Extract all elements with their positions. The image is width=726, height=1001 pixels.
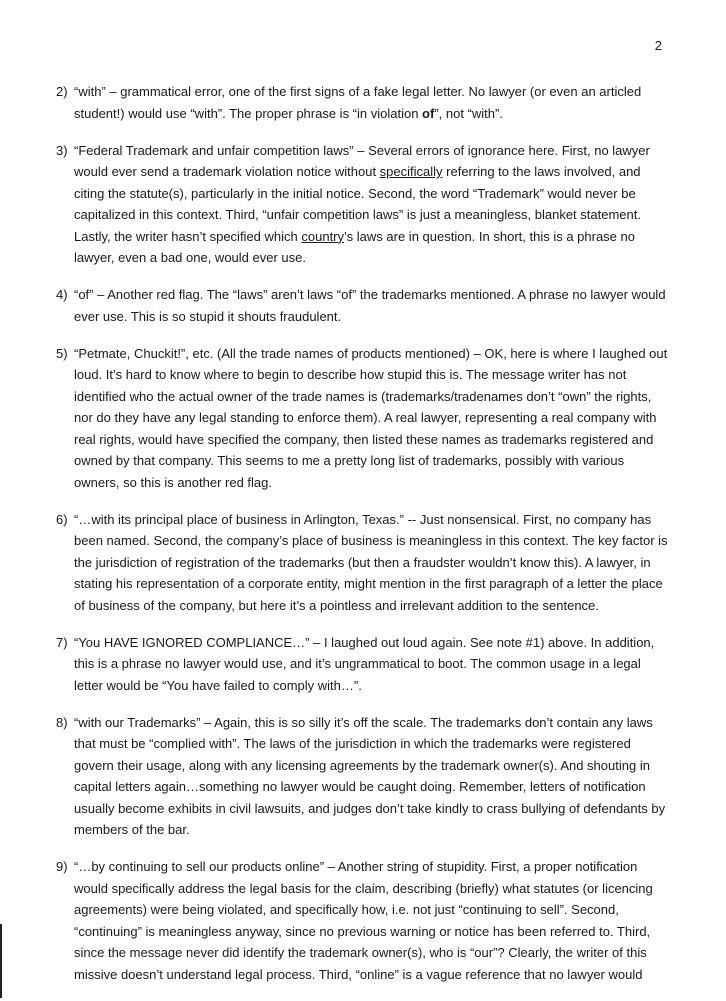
note-text [74, 712, 670, 841]
note-number: 9) [56, 859, 68, 874]
note-text [74, 140, 670, 269]
underlined-text: specifically [379, 164, 443, 179]
text-segment: “…by continuing to sell our products online” – Another string of stupidity. First, a proper notification would specifically address the legal basis for the claim, describing (briefly) what statutes (or licencing agreements) were being violated, and specifically how, i.e. not just “continuing to sell”. Second, “continuing” is meaningless anyway, since no previous warning or notice has been referred to. Third, since the message never did identify the trademark owner(s), who is “our”? Clearly, the writer of this missive doesn’t understand legal process. Third, “online” is a vague reference that no lawyer would [74, 859, 653, 982]
bold-text: of [422, 105, 435, 121]
note-number: 7) [56, 634, 68, 650]
notes-list [56, 81, 670, 1001]
text-segment: “with” – grammatical error, one of the first signs of a fake legal letter. No lawyer (or even an articled student!) would use “with”. The proper phrase is “in violation [74, 84, 642, 121]
text-segment: referring to the laws involved, and citing the statute(s), particularly in the initial notice. Second, the word “Trademark” would never be capitalized in this context. Third, “unfair competition laws” is just a meaningless, blanket statement. Lastly, the writer hasn’t specified which [74, 164, 641, 244]
note-item [56, 509, 670, 617]
note-text [74, 856, 670, 985]
note-number: 5) [56, 345, 68, 361]
note-number: 2) [56, 84, 68, 99]
text-segment: “Federal Trademark and unfair competition laws” – Several errors of ignorance here. First, no lawyer would ever send a trademark violation notice without [74, 142, 650, 179]
note-item [56, 81, 670, 124]
text-segment: “with our Trademarks” – Again, this is so silly it’s off the scale. The trademarks don’t contain any laws that must be “complied with”. The laws of the jurisdiction in which the trademarks were registered govern their usage, along with any licensing agreements by the trademark owner(s). And shouting in capital letters again…something no lawyer would be caught doing. Remember, letters of notification usually become exhibits in civil lawsuits, and judges don’t take kindly to crass bullying of defendants by members of the bar. [74, 714, 666, 837]
note-text [74, 284, 670, 327]
text-segment: “of” – Another red flag. The “laws” aren’t laws “of” the trademarks mentioned. A phrase no lawyer would ever use. This is so stupid it shouts fraudulent. [74, 287, 666, 324]
note-item [56, 632, 670, 697]
note-item [56, 284, 670, 327]
note-number: 6) [56, 511, 68, 527]
note-item [56, 712, 670, 841]
note-text [74, 343, 670, 494]
note-text [74, 632, 670, 697]
note-item [56, 856, 670, 985]
note-item [56, 140, 670, 269]
text-segment: “…with its principal place of business in Arlington, Texas.” -- Just nonsensical. First, no company has been named. Second, the company’s place of business is meaningless in this context. The key factor is the jurisdiction of registration of the trademarks (but then a fraudster wouldn’t know this). A lawyer, in stating his representation of a corporate entity, might mention in the first paragraph of a letter the place of business of the company, but here it’s a pointless and irrelevant addition to the sentence. [74, 511, 668, 613]
note-text [74, 509, 670, 617]
page-number: 2 [654, 38, 662, 53]
note-number: 8) [56, 714, 68, 730]
note-number: 4) [56, 287, 68, 302]
text-segment: “Petmate, Chuckit!”, etc. (All the trade names of products mentioned) – OK, here is where I laughed out loud. It’s hard to know where to begin to describe how stupid this is. The message writer has not identified who the actual owner of the trade names is (trademarks/tradenames don’t “own” the rights, nor do they have any legal standing to enforce them). A real lawyer, representing a real company with real rights, would have specified the company, then listed these names as trademarks registered and owned by that company. This seems to me a pretty long list of trademarks, possibly with various owners, so this is another red flag. [74, 345, 668, 490]
note-item [56, 343, 670, 494]
text-segment: ’s laws are in question. In short, this is a phrase no lawyer, even a bad one, would ever use. [74, 228, 635, 265]
text-segment: “You HAVE IGNORED COMPLIANCE…” – I laughed out loud again. See note #1) above. In addition, this is a phrase no lawyer would use, and it’s ungrammatical to boot. The common usage in a legal letter would be “You have failed to comply with…”. [74, 634, 655, 693]
note-number: 3) [56, 142, 68, 158]
scan-edge-mark [0, 924, 2, 998]
text-segment: ”, not “with”. [434, 105, 503, 121]
note-text [74, 81, 670, 124]
underlined-text: country [301, 228, 345, 244]
